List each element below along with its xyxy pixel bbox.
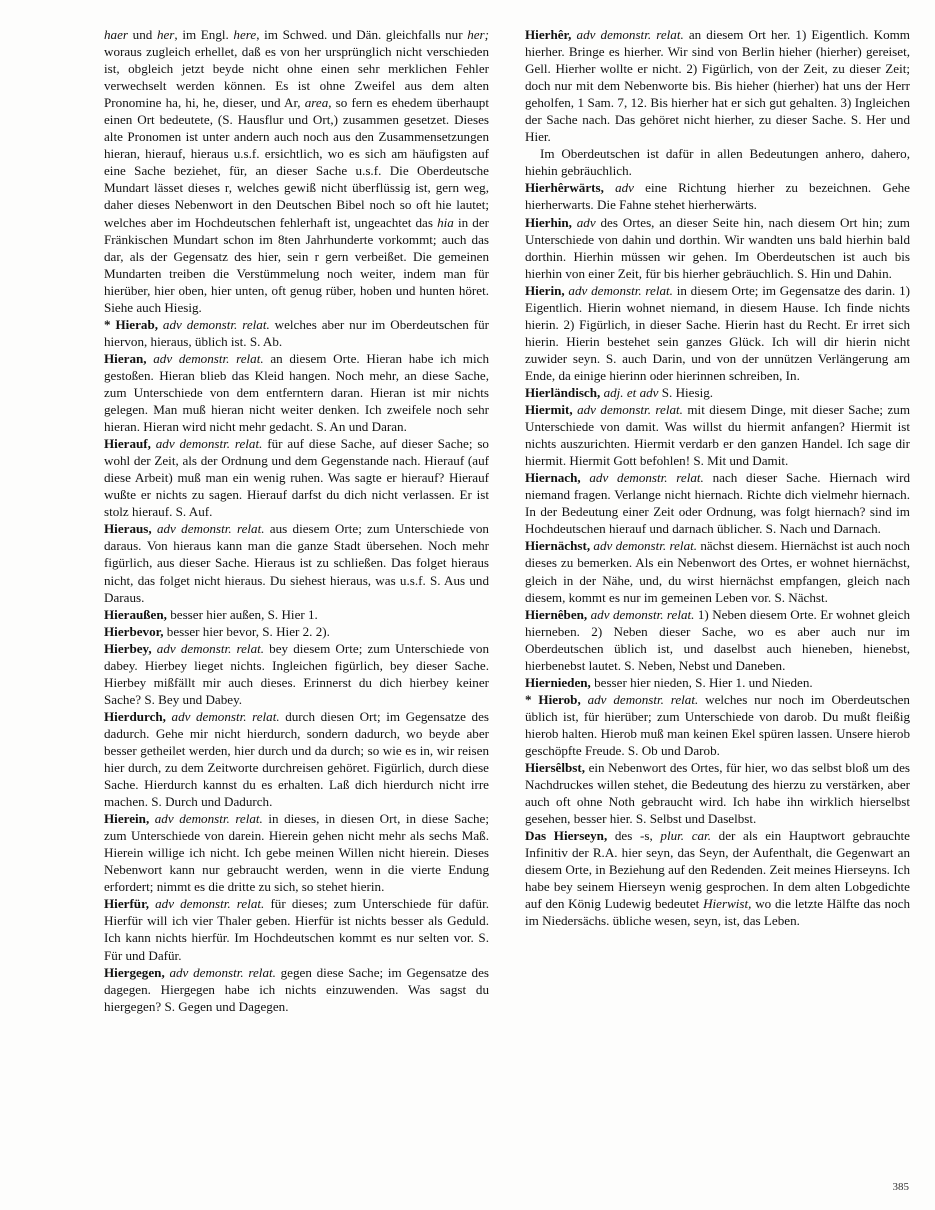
entry-text: besser hier nieden, S. Hier 1. und Nieden. (590, 674, 813, 690)
entry-grammar-note: her (156, 27, 175, 42)
entry-text: mit diesem Dinge, mit dieser Sache; zum Unterschiede von damit. Was willst du hiermit anfangen? Hiermit ist nichts auszurichten. Hiermit verdarb er den ganzen Handel. Ich sage dir hiermit. Hiermit Gott befohlen! S. Mit und Damit. (525, 402, 911, 469)
entry-headword: Hiergegen, (104, 964, 165, 980)
entry-grammar-note: her; (467, 27, 490, 42)
entry-headword: Hieraußen, (104, 606, 167, 622)
dictionary-entry (104, 350, 489, 435)
dictionary-entry (525, 537, 910, 605)
dictionary-entry (525, 606, 910, 674)
entry-headword: Hiersêlbst, (525, 760, 586, 776)
entry-headword: Hiernêben, (525, 606, 588, 622)
entry-headword: Hierin, (525, 282, 565, 298)
entry-grammar-note: adv demonstr. relat. (572, 402, 683, 418)
entry-grammar-note: adv demonstr. relat. (151, 521, 265, 537)
dictionary-entry (525, 145, 910, 179)
entry-text: Im Oberdeutschen ist dafür in allen Bedeutungen anhero, dahero, hiehin gebräuchlich. (525, 146, 910, 179)
entry-grammar-note: adv demonstr. relat. (165, 708, 280, 724)
entry-headword: * Hierob, (525, 691, 581, 707)
entry-text: in dieses, in diesen Ort, in diese Sache; zum Unterschiede von darein. Hierein gehen nicht mehr als sechs Maß. Hierein willige ich nicht. Ich gebe meinen Willen nicht hierein. Dieses Nebenwort kann nur gebraucht werden, wenn in die vierte Endung erfordert; nimmt es die dritte zu sich, so stehet hierin. (104, 811, 490, 895)
dictionary-entry (104, 623, 489, 640)
entry-grammar-note: adv demonstr. relat. (587, 606, 695, 622)
entry-headword: * Hierab, (104, 316, 159, 332)
entry-grammar-note: adv (571, 214, 596, 230)
dictionary-entry (525, 469, 910, 537)
entry-grammar-note: adv demonstr. relat. (571, 27, 684, 42)
dictionary-entry (104, 606, 489, 623)
entry-grammar-note: adv demonstr. relat. (580, 470, 704, 486)
dictionary-entry (104, 640, 489, 708)
entry-grammar-note: here (233, 27, 257, 42)
entry-grammar-note: adj. et adv (600, 384, 659, 400)
entry-text: so fern es ehedem überhaupt einen Ort bedeutete, (S. Hausflur und Ort,) zusammen gesetzet. Dieses alte Pronomen ist unter andern auch noch aus den Zusammensetzungen hieran, hierauf, hieraus u.s.f. ersichtlich, wo es sich am häufigsten auf eine Sache beziehet, für, an dieser Sache u.s.f. Die Oberdeutsche Mundart lässet dieses r, welches gewiß nicht überflüssig ist, gern weg, daher dieses Nebenwort in den Deutschen Bibel noch so oft hie lautet; welches aber im Hochdeutschen fehlerhaft ist, ungeachtet das (104, 95, 489, 230)
entry-text: welches aber nur im Oberdeutschen für hiervon, hieraus, üblich ist. S. Ab. (104, 316, 489, 349)
two-column-text-body (104, 26, 910, 1171)
entry-grammar-note: Hierwist, (703, 896, 752, 912)
entry-grammar-note: hia (437, 214, 454, 230)
entry-text: durch diesen Ort; im Gegensatze des dadurch. Gehe mir nicht hierdurch, sondern dadurch, wo beyde aber besser getheilet werden, hier durch und da durch; so wie es in, wir reisen hier durch, zu dem Zeitworte durchreisen gehöret. Figürlich, durch diese Sache. Hierdurch kannst du es erhalten. Laß dich hierdurch nicht irre machen. S. Durch und Dadurch. (104, 708, 489, 810)
dictionary-entry (525, 827, 910, 929)
entry-headword: Hierdurch, (104, 708, 166, 724)
entry-text: in der Fränkischen Mundart schon im 8ten Jahrhunderte vorkommt; auch das dar, als der Gegensatz des hier, sein r gern verbeißet. Die gemeinen Mundarten treiben die Verstümmelung noch weiter, indem man für hierüber, hier oben, hier unten, oft genug rüber, hoben und hunten höret. Siehe auch Hiesig. (104, 214, 490, 315)
dictionary-entry (525, 674, 910, 691)
entry-headword: Hiernächst, (525, 538, 591, 554)
entry-headword: Hierfür, (104, 896, 149, 912)
entry-headword: Hieran, (104, 350, 147, 366)
entry-headword: Hierbey, (104, 640, 152, 656)
entry-text: besser hier bevor, S. Hier 2. 2). (163, 623, 330, 639)
entry-text: für auf diese Sache, auf dieser Sache; so wohl der Zeit, als der Ordnung und dem Gegenstande nach. Hierauf (auf diese Arbeit) muß man ein wenig ruhen. Was sagte er hierauf? Hierauf wußte er nichts zu sagen. Hierauf darfst du dich nicht verlassen. Er ist stolz hierauf. S. Auf. (104, 436, 489, 520)
dictionary-entry (104, 964, 489, 1015)
dictionary-entry (525, 691, 910, 759)
entry-text: gegen diese Sache; im Gegensatze des dagegen. Hiergegen habe ich nichts einzuwenden. Was sagst du hiergegen? S. Gegen und Dagegen. (104, 964, 489, 1014)
entry-text: nach dieser Sache. Hiernach wird niemand fragen. Verlange nicht hiernach. Richte dich vielmehr hiernach. In der Bedeutung einer Zeit oder Ordnung, was folgt hiernach? sind im Hochdeutschen hierauf und darnach üblicher. S. Nach und Darnach. (525, 470, 910, 537)
entry-text: woraus zugleich erhellet, daß es von her ursprünglich nicht verschieden ist, obgleich jetzt beyde nicht ohne einen sehr merklichen Fehler verwechselt werden können. Es ist ohne Zweifel aus dem alten Pronomine ha, hi, he, dieser, und Ar, (104, 44, 489, 111)
entry-text: der als ein Hauptwort gebrauchte Infinitiv der R.A. hier seyn, das Seyn, der Aufenthalt, die Gegenwart an diesem Orte, in Beziehung auf den Redenden. Zeit meines Hierseyns. Ich habe bey seinem Hierseyn wenig gesprochen. In dem alten Lobgedichte auf den König Ludewig bedeutet (525, 828, 910, 912)
entry-headword: Hierbevor, (104, 623, 164, 639)
entry-text: wo die letzte Hälfte das noch im Niedersächs. übliche wesen, seyn, ist, das Leben. (525, 896, 910, 929)
entry-grammar-note: adv demonstr. relat. (148, 896, 265, 912)
dictionary-entry (525, 384, 910, 401)
entry-text: besser hier außen, S. Hier 1. (166, 606, 318, 622)
entry-grammar-note: adv demonstr. relat. (580, 691, 699, 707)
dictionary-entry (104, 435, 489, 520)
entry-headword: Hierhêrwärts, (525, 180, 604, 196)
dictionary-entry (525, 401, 910, 469)
entry-grammar-note: haer (104, 27, 129, 42)
entry-text: , im Engl. (174, 27, 234, 42)
entry-text: an diesem Orte. Hieran habe ich mich gestoßen. Hieran blieb das Kleid hangen. Noch mehr, an diese Sache, zum Unterschiede von dem entferntern daran. Hieran ist mir nichts gelegen. Man muß hieran nicht weiter denken. Ich zweifele noch sehr hieran. Hieran wird nicht mehr gedacht. S. An und Daran. (104, 350, 489, 435)
entry-text: für dieses; zum Unterschiede für dafür. Hierfür will ich vier Thaler geben. Hierfür ist nichts besser als Geduld. Ich kann nichts hierfür. Im Hochdeutschen kommt es nur selten vor. S. Für und Dafür. (104, 896, 489, 963)
dictionary-entry (104, 520, 489, 605)
entry-text: in diesem Orte; im Gegensatze des darin. 1) Eigentlich. Hierin wohnet niemand, in diesem Hause. Ich finde nichts hierin. 2) Figürlich, in dieser Sache. Hierin hast du Recht. Er irret sich hierin. Hierin bestehet sein ganzes Glück. Ich will dir hierin nicht zuwider seyn. S. auch Darin, und von der unnützen Verlängerung am Ende, da einige hierinn oder hierinnen schreiben, In. (525, 282, 910, 383)
entry-grammar-note: adv demonstr. relat. (151, 640, 265, 656)
entry-headword: Hierländisch, (525, 384, 601, 400)
entry-grammar-note: plur. car. (660, 828, 711, 844)
entry-headword: Hierauf, (104, 436, 151, 452)
entry-text: welches nur noch im Oberdeutschen üblich ist, für hierüber; zum Unterschiede von darob. Du mußt fleißig hierob halten. Hierob muß man keinen Ekel spüren lassen. Unsere hierob geschöpfte Freude. S. Ob und Darob. (525, 691, 910, 758)
left-text-column (104, 26, 489, 1171)
entry-grammar-note: adv (603, 180, 634, 196)
entry-text: und (128, 27, 157, 42)
entry-text: ein Nebenwort des Ortes, für hier, wo das selbst bloß um des Nachdruckes willen stehet, die Bedeutung des hierzu zu verstärken, aber auch oft ohne Noth gebraucht wird. Ich habe ihn wirklich hierselbst gesehen, besser hier. S. Selbst und Daselbst. (525, 760, 910, 827)
dictionary-entry (104, 316, 489, 350)
dictionary-entry (525, 26, 910, 145)
entry-grammar-note: adv demonstr. relat. (158, 316, 270, 332)
entry-grammar-note: adv demonstr. relat. (590, 538, 698, 554)
entry-headword: Hierhin, (525, 214, 572, 230)
entry-text: nächst diesem. Hiernächst ist auch noch dieses zu bemerken. Als ein Nebenwort des Ortes, er wohnet hiernächst, gleich in der Nähe, und, du wirst hiernächst empfangen, gleich nach diesem, kommt es nur im gemeinen Leben vor. S. Nächst. (525, 538, 910, 605)
entry-headword: Das Hierseyn, (525, 828, 608, 844)
entry-headword: Hierhêr, (525, 27, 572, 42)
entry-text: S. Hiesig. (658, 384, 714, 400)
dictionary-entry (104, 895, 489, 963)
entry-grammar-note: adv demonstr. relat. (564, 282, 673, 298)
entry-grammar-note: adv demonstr. relat. (149, 811, 263, 827)
entry-headword: Hiernach, (525, 470, 581, 486)
entry-headword: Hierein, (104, 811, 150, 827)
entry-text: 1) Neben diesem Orte. Er wohnet gleich hierneben. 2) Neben dieser Sache, wo es aber auch nur im Oberdeutschen üblich ist, und daselbst auch hieneben, hienebst, hierbenebst lautet. S. Neben, Nebst und Daneben. (525, 606, 910, 673)
entry-text: an diesem Ort her. 1) Eigentlich. Komm hierher. Bringe es hierher. Wir sind von Berlin hieher (hierher) gereiset, Gell. Hierher wollte er nicht. 2) Figürlich, von der Zeit, zu dieser Zeit; doch nur mit dem Nebenworte bis. Bis hieher (hierher) hat uns der Herr geholfen, 1 Sam. 7, 12. Bis hierher hat er sich gut gehalten. 3) Ingleichen der Sache nach. Das gehöret nicht hierher, zu dieser Sache. S. Her und Hier. (525, 27, 910, 145)
dictionary-entry (104, 26, 489, 316)
entry-text: des Ortes, an dieser Seite hin, nach diesem Ort hin; zum Unterschiede von dahin und dorthin. Wir wandten uns bald hierhin bald dorthin. Hierhin müssen wir gehen. Im Oberdeutschen ist auch bis hierhin von einer Zeit, für bis hierher gebräuchlich. S. Hin und Dahin. (525, 214, 910, 281)
entry-headword: Hieraus, (104, 521, 152, 537)
entry-grammar-note: adv demonstr. relat. (150, 436, 263, 452)
dictionary-entry (525, 179, 910, 213)
dictionary-entry (525, 282, 910, 384)
entry-grammar-note: adv demonstr. relat. (164, 964, 276, 980)
entry-headword: Hiermit, (525, 402, 573, 418)
page-number: 385 (892, 1181, 909, 1193)
dictionary-entry (525, 214, 910, 282)
entry-grammar-note: adv demonstr. relat. (146, 350, 264, 366)
right-text-column (525, 26, 910, 1171)
entry-headword: Hiernieden, (525, 674, 591, 690)
entry-grammar-note: area, (304, 95, 332, 111)
entry-text: , im Schwed. und Dän. gleichfalls nur (256, 27, 468, 42)
dictionary-entry (104, 810, 489, 895)
entry-text: aus diesem Orte; zum Unterschiede von daraus. Von hieraus kann man die ganze Stadt übersehen. Noch mehr figürlich, aus dieser Sache. Hieraus ist zu schließen. Das folget hieraus nicht, das folget nicht hieraus. Du siehest hieraus, was u.s.f. S. Aus und Daraus. (104, 521, 489, 605)
entry-text: des -s, (607, 828, 661, 844)
dictionary-entry (525, 759, 910, 827)
entry-text: bey diesem Orte; zum Unterschiede von dabey. Hierbey lieget nichts. Ingleichen figürlich, bey dieser Sache. Hierbey mißfällt mir auch dieses. Erinnerst du dich hierbey keiner Sache? S. Bey und Dabey. (104, 640, 489, 707)
entry-text: eine Richtung hierher zu bezeichnen. Gehe hierherwarts. Die Fahne stehet hierherwärts. (525, 180, 910, 213)
dictionary-entry (104, 708, 489, 810)
